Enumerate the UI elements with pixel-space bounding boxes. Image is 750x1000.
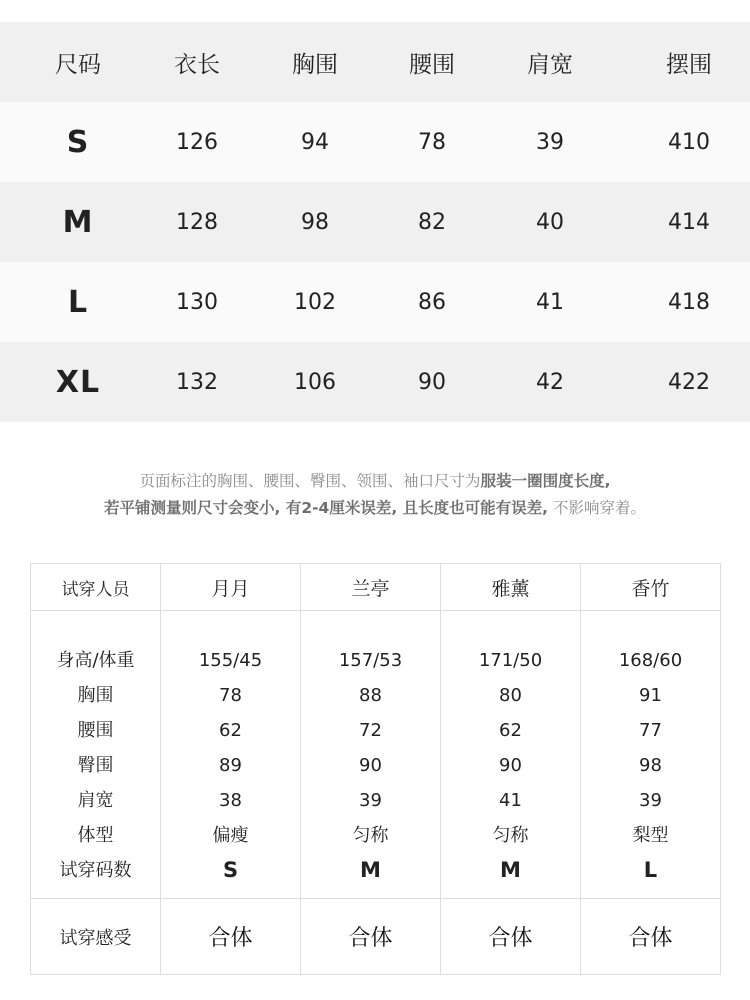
model-measurements [161,611,301,899]
waist-value: 78 [418,129,446,155]
bust-value: 78 [219,685,242,706]
bust-value: 80 [499,685,522,706]
feel-value: 合体 [301,899,441,975]
size-chart [0,22,750,422]
waist-value: 62 [219,720,242,741]
note-emphasis: 若平铺测量则尺寸会变小, 有2-4厘米误差, 且长度也可能有误差, [104,499,549,517]
height-weight-value: 168/60 [618,650,683,671]
hip-value: 89 [219,755,242,776]
note-line-1 [0,468,750,495]
length-value: 126 [176,129,218,155]
size-label: S [66,124,90,160]
shoulder-value: 41 [536,289,564,315]
fitted-size-value: L [643,858,658,882]
label-fitted-size: 试穿码数 [59,860,132,881]
feel-label: 试穿感受 [31,899,161,975]
fitting-table [30,563,721,975]
note-emphasis: 服装一圈围度长度, [480,472,611,490]
waist-value: 86 [418,289,446,315]
hip-value: 90 [359,755,382,776]
size-row-xl [0,342,750,422]
size-chart-header [0,22,750,102]
note-text: 页面标注的胸围、腰围、臀围、领围、袖口尺寸为 [139,472,481,490]
hem-value: 422 [668,369,710,395]
size-label: M [62,204,94,240]
waist-value: 77 [639,720,662,741]
fitted-size-value: S [222,858,239,882]
size-row-l [0,262,750,342]
model-measurements [301,611,441,899]
hem-value: 414 [668,209,710,235]
fitting-body-row [31,611,721,899]
label-body-type: 体型 [77,825,114,846]
model-name: 香竹 [581,564,721,611]
header-shoulder: 肩宽 [527,51,573,78]
length-value: 130 [176,289,218,315]
header-waist: 腰围 [409,51,455,78]
hip-value: 90 [499,755,522,776]
length-value: 128 [176,209,218,235]
shoulder-value: 40 [536,209,564,235]
shoulder-value: 42 [536,369,564,395]
hip-value: 98 [639,755,662,776]
bust-value: 88 [359,685,382,706]
waist-value: 72 [359,720,382,741]
waist-value: 82 [418,209,446,235]
label-shoulder: 肩宽 [77,790,114,811]
height-weight-value: 157/53 [338,650,403,671]
hem-value: 410 [668,129,710,155]
body-type-value: 偏瘦 [212,825,249,846]
bust-value: 102 [294,289,336,315]
shoulder-value: 39 [536,129,564,155]
fitting-header-label: 试穿人员 [31,564,161,611]
feel-value: 合体 [441,899,581,975]
fitted-size-value: M [360,858,381,882]
bust-value: 98 [301,209,329,235]
waist-value: 90 [418,369,446,395]
note-line-2 [0,495,750,522]
size-label: L [67,284,89,320]
fitting-header-row [31,564,721,611]
size-row-m [0,182,750,262]
model-name: 兰亭 [301,564,441,611]
hem-value: 418 [668,289,710,315]
height-weight-value: 171/50 [478,650,543,671]
bust-value: 106 [294,369,336,395]
body-type-value: 匀称 [492,825,529,846]
body-type-value: 匀称 [352,825,389,846]
body-type-value: 梨型 [632,825,669,846]
feel-value: 合体 [161,899,301,975]
shoulder-value: 38 [219,790,242,811]
size-row-s [0,102,750,182]
note-text: 不影响穿着。 [548,499,646,517]
header-hem: 摆围 [666,51,712,78]
model-measurements [581,611,721,899]
header-length: 衣长 [174,51,220,78]
label-height-weight: 身高/体重 [56,650,135,671]
header-size: 尺码 [55,51,101,78]
header-bust: 胸围 [292,51,338,78]
fitting-feel-row [31,899,721,975]
label-waist: 腰围 [77,720,114,741]
model-measurements [441,611,581,899]
label-bust: 胸围 [77,685,114,706]
bust-value: 91 [639,685,662,706]
fitted-size-value: M [500,858,521,882]
feel-value: 合体 [581,899,721,975]
label-hip: 臀围 [77,755,114,776]
height-weight-value: 155/45 [198,650,263,671]
waist-value: 62 [499,720,522,741]
bust-value: 94 [301,129,329,155]
model-name: 月月 [161,564,301,611]
shoulder-value: 41 [499,790,522,811]
size-label: XL [55,364,101,400]
fitting-row-labels [31,611,161,899]
length-value: 132 [176,369,218,395]
measurement-note [0,468,750,522]
shoulder-value: 39 [639,790,662,811]
model-name: 雅薰 [441,564,581,611]
shoulder-value: 39 [359,790,382,811]
